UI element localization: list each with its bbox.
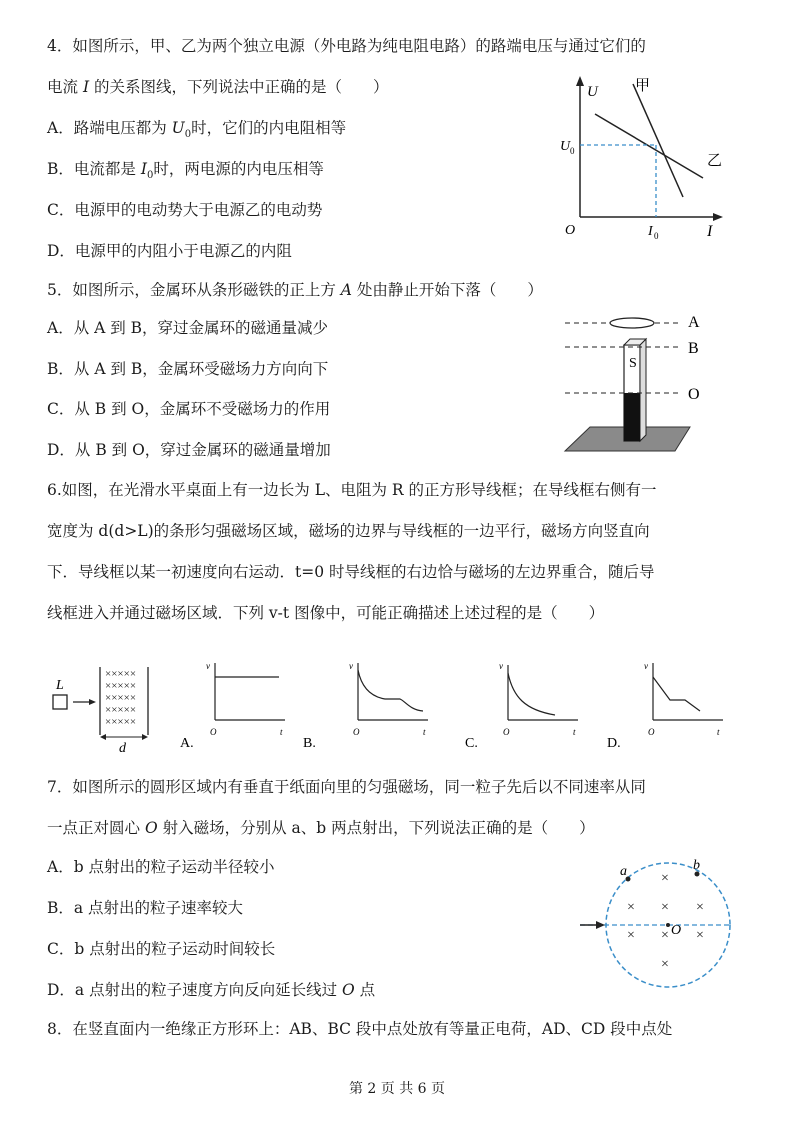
svg-text:×: × [661,928,669,943]
svg-text:I: I [707,223,713,240]
q5-option-b: B．从 A 到 B，金属环受磁场力方向向下 [47,360,329,378]
svg-text:×: × [661,871,669,886]
svg-text:O: O [565,223,576,238]
q6-figure [45,655,735,755]
svg-text:v: v [349,661,353,671]
q4-option-c: C．电源甲的电动势大于电源乙的电动势 [47,201,323,219]
q4-ui-graph [555,72,735,247]
svg-text:×××××: ××××× [105,680,137,692]
q7-option-a: A．b 点射出的粒子运动半径较小 [47,858,275,876]
q4-stem-line1: 4．如图所示，甲、乙为两个独立电源（外电路为纯电阻电路）的路端电压与通过它们的 [47,37,646,55]
svg-text:v: v [206,661,210,671]
svg-text:O: O [688,386,700,403]
q7-option-b: B．a 点射出的粒子速率较大 [47,899,244,917]
svg-text:a: a [620,864,627,879]
svg-text:×××××: ××××× [105,704,137,716]
svg-text:乙: 乙 [707,153,723,169]
q7-circle-field [580,855,750,995]
q5-stem: 5．如图所示，金属环从条形磁铁的正上方 A 处由静止开始下落（ ） [47,281,543,299]
svg-text:A.: A. [180,736,194,751]
svg-text:t: t [280,727,283,737]
svg-text:O: O [648,727,655,737]
svg-text:×: × [627,928,635,943]
line-yi [595,114,703,178]
svg-text:O: O [210,727,217,737]
svg-text:0: 0 [570,146,575,156]
svg-text:×××××: ××××× [105,716,137,728]
q6-stem-line1: 6.如图，在光滑水平桌面上有一边长为 L、电阻为 R 的正方形导线框；在导线框右侧有一 [47,481,657,499]
q7-option-d: D．a 点射出的粒子速度方向反向延长线过 O 点 [47,981,376,999]
svg-text:B: B [688,340,699,357]
svg-text:×: × [627,900,635,915]
svg-text:I: I [648,224,653,239]
svg-text:B.: B. [303,736,316,751]
q4-option-b: B．电流都是 $I_0$时，两电源的内电压相等 [47,160,324,182]
svg-text:d: d [119,741,126,755]
q4-option-d: D．电源甲的内阻小于电源乙的内阻 [47,242,292,260]
svg-text:×: × [661,900,669,915]
q5-option-a: A．从 A 到 B，穿过金属环的磁通量减少 [47,319,329,337]
q7-option-c: C．b 点射出的粒子运动时间较长 [47,940,276,958]
svg-text:S: S [629,356,637,371]
svg-text:U: U [560,139,571,154]
page-footer: 第 2 页 共 6 页 [348,1081,446,1097]
q6-stem-line4: 线框进入并通过磁场区域．下列 v-t 图像中，可能正确描述上述过程的是（ ） [47,604,605,622]
q5-option-c: C．从 B 到 O，金属环不受磁场力的作用 [47,400,331,418]
svg-text:O: O [671,923,682,938]
svg-text:0: 0 [654,231,659,241]
q6-graph-b [303,661,428,751]
svg-text:×: × [696,928,704,943]
svg-text:×××××: ××××× [105,668,137,680]
svg-text:b: b [693,858,700,873]
svg-text:×: × [661,957,669,972]
svg-text:D.: D. [607,736,621,751]
svg-text:×: × [696,900,704,915]
q8-stem-line1: 8．在竖直面内一绝缘正方形环上：AB、BC 段中点处放有等量正电荷，AD、CD 段中点处 [47,1020,673,1038]
svg-text:t: t [423,727,426,737]
svg-text:v: v [499,661,503,671]
q4-option-a: A．路端电压都为 $U_0$时，它们的内电阻相等 [47,119,347,141]
q7-stem-line2: 一点正对圆心 O 射入磁场，分别从 a、b 两点射出，下列说法正确的是（ ） [47,819,595,837]
svg-text:L: L [56,678,64,693]
svg-text:×××××: ××××× [105,692,137,704]
q7-stem-line1: 7．如图所示的圆形区域内有垂直于纸面向里的匀强磁场，同一粒子先后以不同速率从同 [47,778,646,796]
q4-stem-line2: 电流 I 的关系图线，下列说法中正确的是（ ） [47,78,389,96]
q6-graph-c [465,661,578,751]
q6-stem-line2: 宽度为 d(d>L)的条形匀强磁场区域，磁场的边界与导线框的一边平行，磁场方向竖直向 [47,522,650,540]
svg-text:v: v [644,661,648,671]
q6-graph-d [607,661,723,751]
svg-text:t: t [573,727,576,737]
svg-text:U: U [587,84,598,100]
svg-text:甲: 甲 [635,78,651,94]
svg-text:t: t [717,727,720,737]
q5-magnet-diagram [560,305,720,455]
q6-graph-a [180,661,285,751]
svg-text:O: O [503,727,510,737]
svg-text:O: O [353,727,360,737]
svg-text:C.: C. [465,736,478,751]
q6-stem-line3: 下．导线框以某一初速度向右运动．t=0 时导线框的右边恰与磁场的左边界重合，随后导 [47,563,655,581]
q5-option-d: D．从 B 到 O，穿过金属环的磁通量增加 [47,441,331,459]
svg-text:A: A [688,314,700,331]
